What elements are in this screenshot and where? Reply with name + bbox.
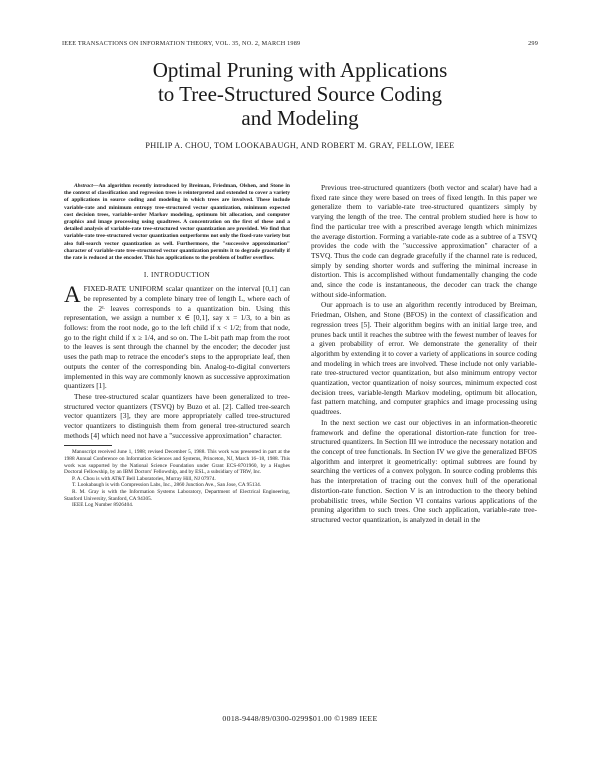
footnote-lookabaugh: T. Lookabaugh is with Compression Labs, Inc., 2860 Junction Ave., San Jose, CA 95134. <box>72 482 262 489</box>
drop-cap: A <box>64 282 81 308</box>
right-paragraph-1: Previous tree-structured quantizers (both vector and scalar) have had a fixed rate since they were based on trees of fixed length. In this paper we generalize them to variable-rate tree-structured quantizers simply by varying the length of the tree. The central problem studied here is how to find the particular tree with a prescribed average length which minimizes the average distortion. Forming a variable-rate code as a subtree of a TSVQ provides the code with the "successive approximation" character of a TSVQ. Thus the code can degrade gracefully if the channel rate is reduced, simply by sending shorter words and suffering the minimal increase in distortion. This is accomplished without fundamentally changing the code and, since the code is instantaneous, the decoder can track the change without side-information. <box>311 183 537 299</box>
footnote-chou: P. A. Chou is with AT&T Bell Laboratories, Murray Hill, NJ 07974. <box>72 475 216 482</box>
copyright-footer: 0018-9448/89/0300-0299$01.00 ©1989 IEEE <box>222 714 378 723</box>
intro-paragraph-1 <box>64 284 290 391</box>
right-paragraph-2: Our approach is to use an algorithm recently introduced by Breiman, Friedman, Olshen, and Stone (BFOS) in the context of classification and regression trees [5]. Their algorithm begins with an initial large tree, and prunes back until it reaches the subtree with the fewest number of leaves for a given probability of error. We demonstrate the generality of their algorithm by extending it to cover a variety of applications in source coding and modeling in which trees are involved. These include not only variable-rate tree-structured vector quantization, but also minimum entropy vector quantization, vector quantization of noisy sources, minimum expected cost decision trees, variable-length Markov modeling, optimum bit allocation, fast pattern matching, and computer graphics and image processing using quadtrees. <box>311 300 537 417</box>
section-heading-introduction: I. INTRODUCTION <box>143 271 211 280</box>
abstract-label: Abstract <box>74 183 93 189</box>
journal-citation: IEEE TRANSACTIONS ON INFORMATION THEORY, VOL. 35, NO. 2, MARCH 1989 <box>62 40 301 47</box>
intro-paragraph-1-text: FIXED-RATE UNIFORM scalar quantizer on the interval [0,1] can be represented by a complete binary tree of length L, where each of the 2ᴸ leaves corresponds to a quantization bin. Using this representation, we assign a number x ∈ [0,1], say x = 1/3, to a bin as follows: from the root node, go to the left child if x < 1/2; from that node, go to the right child if x ≥ 1/4, and so on. The L-bit path map from the root to the leaves is sent through the channel by the encoder; the decoder just uses the path map to retrace the encoder's steps to the appropriate leaf, then outputs the center of the corresponding bin. Analog-to-digital converters implemented in this way are commonly known as successive approximation quantizers [1]. <box>64 284 290 391</box>
right-paragraph-3: In the next section we cast our objectives in an information-theoretic framework and define the operational distortion-rate function for tree-structured quantizers. In Section III we introduce the necessary notation and the concept of tree functionals. In Section IV we give the generalized BFOS algorithm and interpret it geometrically: optimal subtrees are found by searching the vertices of a convex polygon. In source coding problems this has the interpretation of tracing out the convex hull of the operational distortion-rate function. Section V is an introduction to the theory behind probabilistic trees, while Section VI contains various applications of the pruning algorithm to such trees. One such application, variable-rate tree-structured vector quantization, is analyzed in detail in the <box>311 417 537 524</box>
title-line-3: and Modeling <box>241 106 359 130</box>
left-column <box>64 183 290 509</box>
footnote-log-number: IEEE Log Number 8926404. <box>72 502 134 509</box>
abstract-text: —An algorithm recently introduced by Breiman, Friedman, Olshen, and Stone in the context of classification and regression trees is reinterpreted and extended to cover a variety of applications in source coding and modeling in which trees are involved. These include variable-rate and minimum entropy tree-structured vector quantization, minimum expected cost decision trees, variable-order Markov modeling, optimum bit allocation, and computer graphics and image processing using quadtrees. A concentration on the first of these and a detailed analysis of variable-rate tree-structured vector quantization are provided. We find that variable-rate tree-structured vector quantization outperforms not only the fixed-rate variety but also full-search vector quantization as well. Furthermore, the "successive approximation" character of variable-rate tree-structured vector quantization permits it to degrade gracefully if the rate is reduced at the encoder. This has applications to the problem of buffer overflow. <box>64 183 290 262</box>
running-header <box>62 40 538 47</box>
title-line-2: to Tree-Structured Source Coding <box>157 82 443 106</box>
intro-paragraph-2: These tree-structured scalar quantizers have been generalized to tree-structured vector quantizers (TSVQ) by Buzo et al. [2]. Called tree-search vector quantizers [3], they are more appropriately called tree-structured vector quantizers to distinguish them from general tree-structured search methods [4] which need not have a "successive approximation" character. <box>64 391 290 440</box>
author-list: PHILIP A. CHOU, TOM LOOKABAUGH, AND ROBERT M. GRAY, FELLOW, IEEE <box>145 141 455 150</box>
footnote-rule <box>64 445 112 446</box>
paper-title <box>0 58 600 130</box>
footnote-gray: R. M. Gray is with the Information Systems Laboratory, Department of Electrical Engineering, Stanford University, Stanford, CA 94305. <box>64 489 290 502</box>
abstract <box>64 183 290 262</box>
footnote-manuscript: Manuscript received June 1, 1988; revised December 5, 1988. This work was presented in part at the 1988 Annual Conference on Information Sciences and Systems, Princeton, NJ, March 16–18, 1988. This work was supported by the National Science Foundation under Grant ECS-8701960, by a Hughes Doctoral Fellowship, by an IBM Doctors' Fellowship, and by ESL, a subsidiary of TRW, Inc. <box>64 449 290 476</box>
title-line-1: Optimal Pruning with Applications <box>152 58 448 82</box>
page-number: 299 <box>528 40 538 47</box>
right-column <box>311 183 537 526</box>
